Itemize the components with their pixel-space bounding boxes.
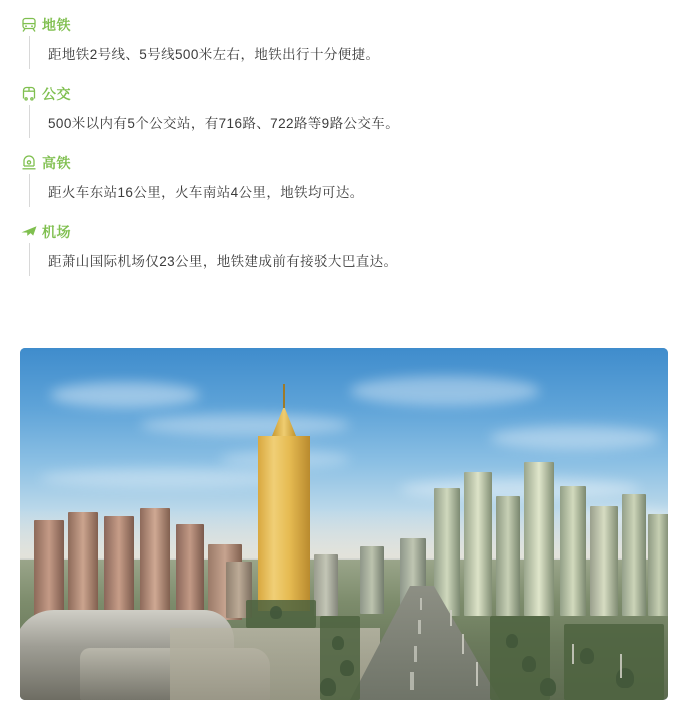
tree <box>506 634 518 648</box>
transport-item-body <box>29 36 667 69</box>
airplane-icon <box>20 222 42 242</box>
transport-item-title: 公交 <box>42 86 71 102</box>
transport-item-title: 机场 <box>42 224 71 240</box>
cloud <box>140 414 350 436</box>
building <box>648 514 668 616</box>
transport-item-bus <box>20 83 667 138</box>
street-lamp <box>572 644 574 664</box>
tree <box>340 660 354 676</box>
road-marking <box>418 620 421 634</box>
building <box>496 496 520 616</box>
subway-icon <box>20 15 42 35</box>
transport-list <box>0 0 687 276</box>
transport-item-subway <box>20 14 667 69</box>
cloud <box>50 382 200 408</box>
transport-item-title: 地铁 <box>42 17 71 33</box>
tree <box>332 636 344 650</box>
building <box>524 462 554 616</box>
city-skyline-photo <box>20 348 668 700</box>
transport-item-text: 500米以内有5个公交站，有716路、722路等9路公交车。 <box>48 116 400 131</box>
street-lamp <box>620 654 622 678</box>
building <box>464 472 492 616</box>
building <box>104 516 134 620</box>
road-marking <box>410 672 414 690</box>
tree <box>540 678 556 696</box>
building <box>68 512 98 620</box>
transport-item-body <box>29 243 667 276</box>
transport-item-train <box>20 152 667 207</box>
building <box>560 486 586 616</box>
landmark-tower <box>258 436 310 611</box>
building <box>176 524 204 620</box>
road-marking <box>420 598 422 610</box>
photo-canvas <box>20 348 668 700</box>
street-lamp <box>462 634 464 654</box>
tree <box>616 668 634 688</box>
transport-item-header <box>20 221 667 243</box>
road-marking <box>414 646 417 662</box>
transport-item-header <box>20 152 667 174</box>
transport-item-body <box>29 174 667 207</box>
street-lamp <box>476 662 478 686</box>
cloud <box>350 376 540 406</box>
tree <box>580 648 594 664</box>
building <box>140 508 170 620</box>
transport-item-text: 距火车东站16公里，火车南站4公里，地铁均可达。 <box>48 185 364 200</box>
street-lamp <box>450 610 452 626</box>
building <box>622 494 646 616</box>
transport-item-header <box>20 83 667 105</box>
train-icon <box>20 153 42 173</box>
building <box>360 546 384 614</box>
tree <box>270 606 282 619</box>
transport-item-text: 距地铁2号线、5号线500米左右，地铁出行十分便捷。 <box>48 47 380 62</box>
green-strip <box>564 624 664 700</box>
building <box>314 554 338 616</box>
transport-item-airport <box>20 221 667 276</box>
transport-item-body <box>29 105 667 138</box>
transport-item-title: 高铁 <box>42 155 71 171</box>
tree <box>522 656 536 672</box>
building <box>34 520 64 620</box>
cloud <box>490 426 660 450</box>
transport-item-header <box>20 14 667 36</box>
bus-icon <box>20 84 42 104</box>
tree <box>320 678 336 696</box>
transport-item-text: 距萧山国际机场仅23公里，地铁建成前有接驳大巴直达。 <box>48 254 398 269</box>
building <box>590 506 618 616</box>
